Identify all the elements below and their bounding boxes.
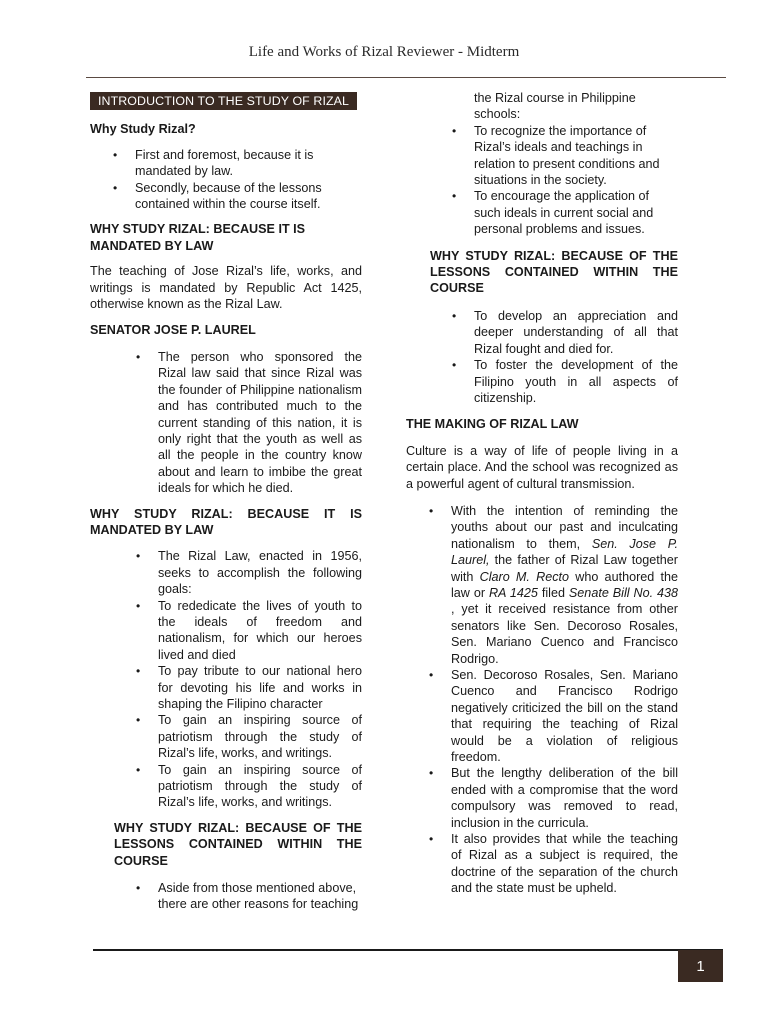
list-item: • Sen. Decoroso Rosales, Sen. Mariano Cuenco and Francisco Rodrigo negatively criticized the bill on the stand that requiring the teaching of Rizal would be a violation of religious freedom. — [451, 667, 678, 765]
list-item: • To develop an appreciation and deeper understanding of all that Rizal fought and died for. — [474, 308, 678, 357]
right-column — [406, 90, 678, 897]
why-study-list — [90, 147, 362, 213]
list-item: • To pay tribute to our national hero for devoting his life and works in shaping the Filipino character — [158, 663, 362, 712]
why-study-heading: Why Study Rizal? — [90, 122, 196, 137]
list-text-italic: Claro M. Recto — [479, 569, 570, 584]
lessons-heading: WHY STUDY RIZAL: BECAUSE OF THE LESSONS CONTAINED WITHIN THE COURSE — [114, 820, 362, 868]
list-text: , yet it received resistance from other senators like Sen. Decoroso Rosales, Sen. Mariano Cuenco and Francisco Rodrigo. — [451, 602, 678, 666]
section-banner: INTRODUCTION TO THE STUDY OF RIZAL — [90, 92, 357, 110]
list-text: filed — [537, 585, 569, 600]
laurel-heading: SENATOR JOSE P. LAUREL — [90, 323, 256, 338]
mandated-heading: WHY STUDY RIZAL: BECAUSE IT IS MANDATED BY LAW — [90, 222, 306, 253]
page-header-title: Life and Works of Rizal Reviewer - Midterm — [248, 44, 520, 60]
list-text: who authored the law or — [451, 569, 678, 600]
footer-divider — [93, 949, 723, 951]
list-text: With the intention of reminding the youths about our past and inculcating nationalism to them, — [451, 503, 678, 551]
list-text-italic: RA 1425 — [488, 585, 538, 600]
list-item: • The person who sponsored the Rizal law said that since Rizal was the founder of Philippine nationalism and has contributed much to the current standing of this nation, it is only right that the youth as well as all the people in the country know about and learn to imbibe the great ideals for which he died. — [158, 349, 362, 497]
mandated-heading-2: WHY STUDY RIZAL: BECAUSE IT IS MANDATED BY LAW — [90, 506, 362, 537]
right-lessons-heading: WHY STUDY RIZAL: BECAUSE OF THE LESSONS CONTAINED WITHIN THE COURSE — [430, 248, 678, 296]
list-item: • To recognize the importance of Rizal’s ideals and teachings in relation to present conditions and situations in the society. — [474, 123, 678, 189]
list-item: • It also provides that while the teaching of Rizal as a subject is required, the doctrine of the separation of the church and the state must be upheld. — [451, 831, 678, 897]
left-column — [90, 90, 362, 913]
header-divider — [86, 77, 726, 78]
list-item: • To encourage the application of such ideals in current social and personal problems and issues. — [474, 188, 678, 237]
list-item: • Aside from those mentioned above, there are other reasons for teaching — [158, 880, 362, 913]
goals-list — [90, 548, 362, 811]
culture-paragraph: Culture is a way of life of people living in a certain place. And the school was recognized as a powerful agent of cultural transmission. — [406, 443, 678, 491]
list-item: • To foster the development of the Filipino youth in all aspects of citizenship. — [474, 357, 678, 406]
continued-text: the Rizal course in Philippine schools: — [474, 91, 636, 122]
list-item: • To gain an inspiring source of patriotism through the study of Rizal’s life, works, and writings. — [158, 762, 362, 811]
list-text: the father of Rizal Law together with — [451, 553, 678, 584]
list-item: • Secondly, because of the lessons contained within the course itself. — [135, 180, 362, 213]
lessons-list — [90, 880, 362, 913]
list-item — [451, 503, 678, 667]
list-text-italic: Sen. Jose P. Laurel, — [451, 536, 678, 568]
right-lessons-list — [406, 308, 678, 406]
making-heading: THE MAKING OF RIZAL LAW — [406, 417, 579, 432]
list-item: • The Rizal Law, enacted in 1956, seeks to accomplish the following goals: — [158, 548, 362, 597]
list-item: • First and foremost, because it is mandated by law. — [135, 147, 362, 180]
list-item: • To rededicate the lives of youth to the ideals of freedom and nationalism, for which our heroes lived and died — [158, 598, 362, 664]
continued-list — [406, 123, 678, 238]
mandated-paragraph: The teaching of Jose Rizal’s life, works, and writings is mandated by Republic Act 1425, otherwise known as the Rizal Law. — [90, 264, 362, 312]
making-list — [406, 503, 678, 897]
page-number: 1 — [678, 950, 723, 982]
list-text-italic: Senate Bill No. 438 — [568, 585, 679, 600]
list-item: • To gain an inspiring source of patriotism through the study of Rizal’s life, works, and writings. — [158, 712, 362, 761]
list-item: • But the lengthy deliberation of the bill ended with a compromise that the word compulsory was removed to read, inclusion in the curricula. — [451, 765, 678, 831]
laurel-list — [90, 349, 362, 497]
